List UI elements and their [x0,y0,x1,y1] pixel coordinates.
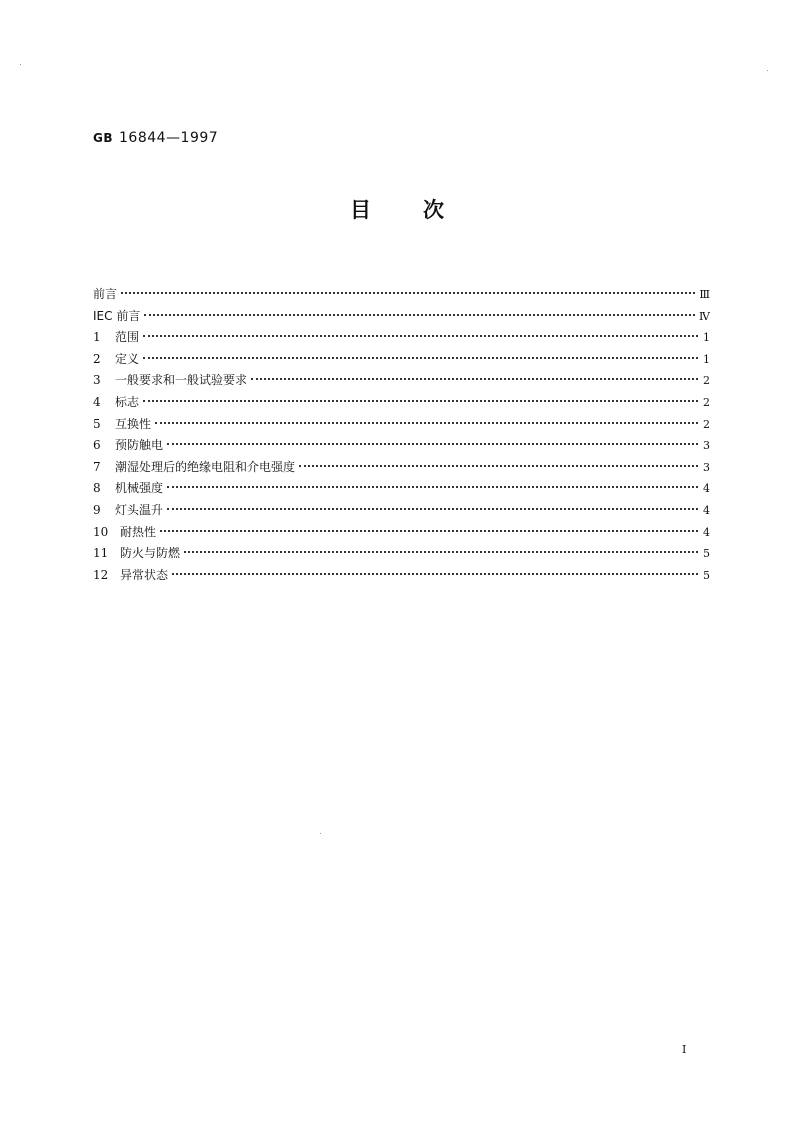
toc-entry-number: 4 [93,394,101,409]
toc-entry-number: 1 [93,330,101,345]
toc-entry-label: 标志 [115,394,140,409]
toc-entry-label: 前言 [93,287,118,301]
toc-entry-label: 一般要求和一般试验要求 [115,373,248,388]
toc-entry-page: 2 [703,417,710,431]
toc-entry-page: 2 [703,395,710,409]
page-title: 目次 [350,198,496,222]
toc-entry-page: 1 [703,331,710,345]
toc-entry[interactable] [93,349,710,371]
toc-entry[interactable] [93,327,710,349]
toc-dot-leader [167,443,698,445]
toc-entry[interactable] [93,500,710,522]
toc-entry[interactable] [93,370,710,392]
toc-dot-leader [167,486,698,488]
toc-dot-leader [144,314,695,316]
toc-entry-page: Ⅳ [699,309,710,323]
toc-entry-number: 11 [93,546,109,561]
toc-entry[interactable] [93,457,710,479]
toc-entry-label: 潮湿处理后的绝缘电阻和介电强度 [115,459,296,474]
toc-entry-page: 5 [703,568,710,582]
toc-entry-label: 灯头温升 [115,502,164,517]
toc-entry-label: IEC 前言 [93,308,141,323]
toc-entry-number: 8 [93,481,101,496]
toc-dot-leader [251,378,698,380]
toc-entry-number: 6 [93,438,101,453]
toc-dot-leader [160,530,698,532]
scan-speck [320,833,321,834]
toc-entry-label: 互换性 [115,416,152,431]
toc-dot-leader [172,573,698,575]
page-folio: I [682,1043,687,1056]
toc-entry-page: Ⅲ [699,288,710,301]
standard-prefix: GB [93,131,113,145]
toc-entry-page: 4 [703,503,710,517]
toc-dot-leader [143,335,698,337]
toc-entry-number: 2 [93,351,101,366]
toc-entry-page: 4 [703,525,710,539]
toc-entry-label: 耐热性 [120,524,157,539]
toc-entry-label: 防火与防燃 [120,546,181,561]
table-of-contents [93,284,710,586]
toc-entry-page: 4 [703,482,710,496]
toc-entry-page: 3 [703,439,710,453]
toc-entry-label: 范围 [115,330,140,345]
toc-entry-page: 1 [703,352,710,366]
toc-entry[interactable] [93,543,710,565]
scan-speck [767,70,768,71]
toc-entry-label: 机械强度 [115,481,164,496]
toc-entry[interactable] [93,306,710,328]
toc-dot-leader [184,551,698,553]
scan-speck [20,64,21,65]
toc-entry-number: 7 [93,459,101,474]
toc-entry[interactable] [93,435,710,457]
toc-entry-number: 5 [93,416,101,431]
toc-dot-leader [155,422,698,424]
toc-entry[interactable] [93,478,710,500]
toc-dot-leader [143,357,698,359]
toc-entry-page: 3 [703,460,710,474]
toc-entry-page: 2 [703,374,710,388]
toc-entry-number: 10 [93,524,109,539]
toc-dot-leader [299,465,698,467]
toc-entry[interactable] [93,414,710,436]
toc-entry[interactable] [93,565,710,587]
toc-entry-page: 5 [703,547,710,561]
toc-entry[interactable] [93,522,710,544]
toc-entry-label: 预防触电 [115,438,164,453]
toc-entry[interactable] [93,284,710,306]
toc-entry-number: 12 [93,567,109,582]
standard-number: 16844—1997 [119,130,219,146]
toc-dot-leader [143,400,698,402]
toc-entry-label: 定义 [115,351,140,366]
toc-dot-leader [121,292,695,294]
toc-entry[interactable] [93,392,710,414]
standard-code-header [93,130,218,146]
toc-entry-number: 3 [93,373,101,388]
toc-dot-leader [167,508,698,510]
toc-entry-label: 异常状态 [120,567,169,582]
toc-entry-number: 9 [93,502,101,517]
